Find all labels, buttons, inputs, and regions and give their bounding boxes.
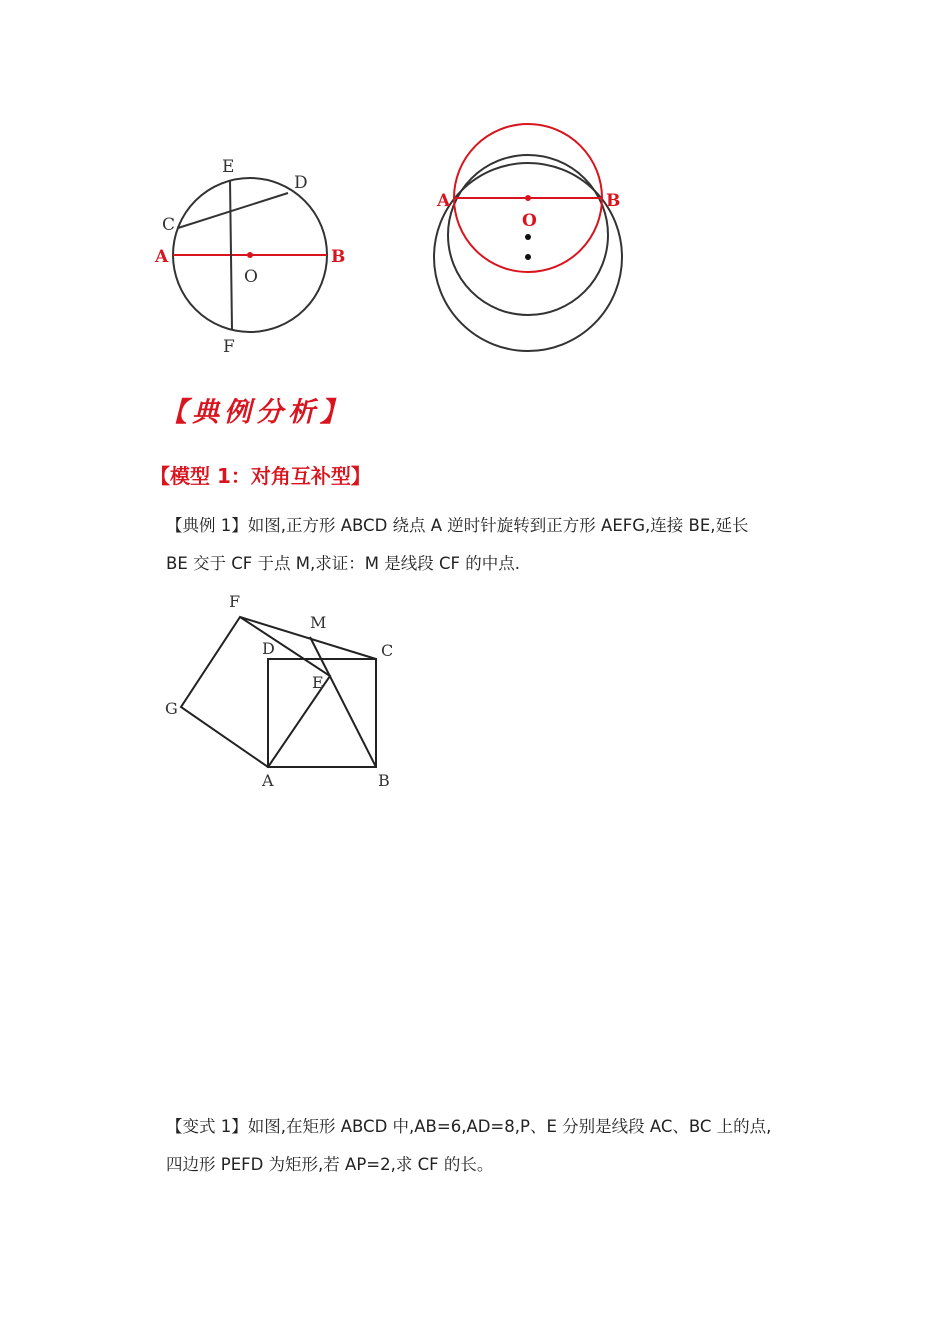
variant1-line1: 【变式 1】如图,在矩形 ABCD 中,AB=6,AD=8,P、E 分别是线段 AC、BC 上的点, (166, 1117, 772, 1136)
label-d: D (294, 173, 308, 193)
model-heading: 【模型 1：对角互补型】 (150, 464, 371, 488)
label-d: D (262, 639, 275, 658)
example1-line2: BE 交于 CF 于点 M,求证：M 是线段 CF 的中点. (166, 554, 520, 573)
label-c: C (381, 641, 394, 660)
label-e: E (222, 157, 235, 177)
label-b: B (378, 771, 390, 790)
figure-circles-through-ab (430, 118, 630, 353)
square-aefg (181, 617, 330, 767)
point-o (525, 195, 531, 201)
center-point-middle (525, 234, 531, 240)
chord-cd (178, 193, 288, 228)
label-e: E (312, 673, 324, 692)
label-b: B (331, 247, 346, 267)
section-heading-example-analysis: 【典例分析】 (160, 397, 352, 428)
figure-circle-chords (150, 150, 360, 360)
label-a: A (437, 191, 451, 211)
label-c: C (162, 215, 176, 235)
center-point-o (247, 252, 253, 258)
label-m: M (310, 613, 327, 632)
label-a: A (262, 771, 274, 790)
center-point-large (525, 254, 531, 260)
example1-line1: 【典例 1】如图,正方形 ABCD 绕点 A 逆时针旋转到正方形 AEFG,连接 BE,延长 (166, 516, 749, 535)
label-g: G (165, 699, 178, 718)
label-a: A (155, 247, 169, 267)
variant1-line2: 四边形 PEFD 为矩形,若 AP=2,求 CF 的长。 (166, 1155, 494, 1174)
label-o: O (522, 211, 537, 231)
label-o: O (244, 267, 258, 287)
chord-ef (230, 180, 232, 330)
label-f: F (229, 592, 241, 611)
figure-rotated-squares (160, 588, 400, 793)
segment-fc (240, 617, 376, 659)
label-f: F (223, 337, 235, 357)
label-b: B (606, 191, 621, 211)
